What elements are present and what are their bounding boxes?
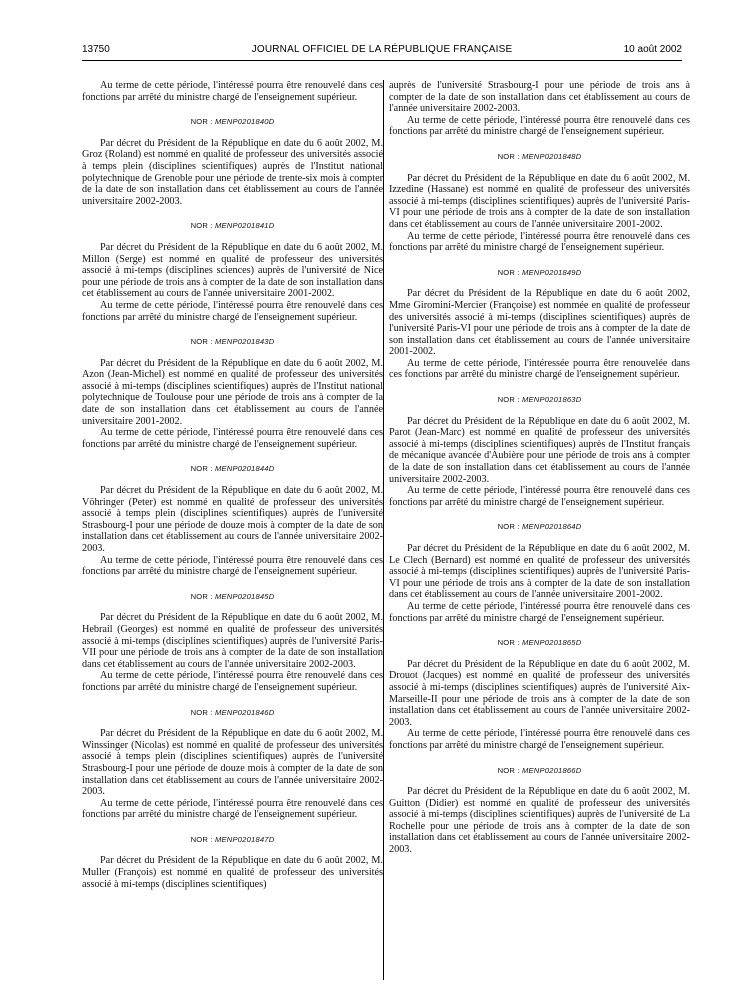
- nor-code: MENP0201841D: [215, 221, 275, 231]
- nor-code: MENP0201848D: [522, 151, 582, 161]
- decree-text: Par décret du Président de la République en date du 6 août 2002, M. Azon (Jean-Michel) est nommé en qualité de professeur des universités associé à mi-temps (disciplines scientifiques) auprès de l'Institut national polytechnique de Toulouse pour une période de trois ans à compter de la date de son installation dans cet établissement au cours de l'année universitaire 2001-2002.: [82, 357, 383, 427]
- decree-text: Par décret du Président de la République en date du 6 août 2002, Mme Giromini-Mercier (Françoise) est nommée en qualité de professeur des universités associé à mi-temps (disciplines scientifiques) auprès de l'université Paris-VI pour une période de trois ans à compter de la date de son installation dans cet établissement au cours de l'année universitaire 2001-2002.: [389, 288, 690, 358]
- nor-code: MENP0201865D: [522, 638, 582, 648]
- renewal-text: Au terme de cette période, l'intéressé pourra être renouvelé dans ces fonctions par arrêté du ministre chargé de l'enseignement supérieur.: [82, 670, 383, 693]
- decree-text: Par décret du Président de la République en date du 6 août 2002, M. Hebrail (Georges) est nommé en qualité de professeur des universités associé à mi-temps (disciplines scientifiques) auprès de l'université Paris-VII pour une période de trois ans à compter de la date de son installation dans cet établissement au cours de l'année universitaire 2002-2003.: [82, 612, 383, 670]
- nor-label: NOR :: [190, 591, 213, 601]
- decree-text: Par décret du Président de la République en date du 6 août 2002, M. Parot (Jean-Marc) est nommé en qualité de professeur des universités associé à mi-temps (disciplines scientifiques) auprès de l'Institut français de mécanique avancée d'Aubière pour une période de trois ans à compter de la date de son installation dans cet établissement au cours de l'année universitaire 2002-2003.: [389, 415, 690, 485]
- continued-text: auprès de l'université Strasbourg-I pour une période de trois ans à compter de la date de son installation dans cet établissement au cours de l'année universitaire 2002-2003.: [389, 80, 690, 115]
- nor-reference: [82, 707, 383, 719]
- renewal-text: Au terme de cette période, l'intéressée pourra être renouvelée dans ces fonctions par arrêté du ministre chargé de l'enseignement supérieur.: [389, 357, 690, 381]
- nor-label: NOR :: [190, 221, 213, 231]
- nor-reference: [82, 591, 383, 603]
- decree-text: Par décret du Président de la République en date du 6 août 2002, M. Le Clech (Bernard) est nommé en qualité de professeur des universités associé à mi-temps (disciplines scientifiques) auprès de l'université Paris-VI pour une période de trois ans à compter de la date de son installation dans cet établissement au cours de l'année universitaire 2001-2002.: [389, 543, 690, 601]
- nor-label: NOR :: [497, 765, 520, 775]
- page-header: [82, 44, 682, 58]
- page-number: 13750: [82, 44, 110, 55]
- nor-label: NOR :: [497, 395, 520, 405]
- renewal-text: Au terme de cette période, l'intéressé pourra être renouvelé dans ces fonctions par arrêté du ministre chargé de l'enseignement supérieur.: [82, 554, 383, 578]
- nor-reference: [389, 394, 690, 406]
- nor-reference: [389, 521, 690, 533]
- decree-text: Par décret du Président de la République en date du 6 août 2002, M. Guitton (Didier) est nommé en qualité de professeur des universités associé à mi-temps (disciplines scientifiques) auprès de l'université de La Rochelle pour une période de trois ans à compter de la date de son installation dans cet établissement au cours de l'année universitaire 2002-2003.: [389, 786, 690, 856]
- issue-date: 10 août 2002: [623, 44, 682, 55]
- decree-text: Par décret du Président de la République en date du 6 août 2002, M. Muller (François) est nommé en qualité de professeur des universités associé à mi-temps (disciplines scientifiques): [82, 855, 383, 890]
- nor-label: NOR :: [497, 522, 520, 532]
- nor-code: MENP0201847D: [215, 834, 275, 844]
- renewal-text: Au terme de cette période, l'intéressé pourra être renouvelé dans ces fonctions par arrêté du ministre chargé de l'enseignement supérieur.: [82, 797, 383, 821]
- nor-code: MENP0201845D: [215, 591, 275, 601]
- renewal-text: Au terme de cette période, l'intéressé pourra être renouvelé dans ces fonctions par arrêté du ministre chargé de l'enseignement supérieur.: [82, 299, 383, 323]
- nor-code: MENP0201866D: [522, 765, 582, 775]
- nor-reference: [82, 336, 383, 348]
- nor-label: NOR :: [190, 117, 213, 127]
- nor-reference: [389, 151, 690, 163]
- nor-reference: [82, 834, 383, 846]
- left-column: [82, 80, 383, 890]
- header-rule: [82, 60, 682, 61]
- nor-code: MENP0201863D: [522, 395, 582, 405]
- decree-text: Par décret du Président de la République en date du 6 août 2002, M. Vöhringer (Peter) est nommé en qualité de professeur des universités associé à temps plein (disciplines scientifiques) auprès de l'université Strasbourg-I pour une période de douze mois à compter de la date de son installation dans cet établissement au cours de l'année universitaire 2002-2003.: [82, 485, 383, 554]
- renewal-text: Au terme de cette période, l'intéressé pourra être renouvelé dans ces fonctions par arrêté du ministre chargé de l'enseignement supérieur.: [389, 600, 690, 624]
- renewal-text: Au terme de cette période, l'intéressé pourra être renouvelé dans ces fonctions par arrêté du ministre chargé de l'enseignement supérieur.: [389, 728, 690, 751]
- nor-reference: [82, 463, 383, 475]
- journal-title: JOURNAL OFFICIEL DE LA RÉPUBLIQUE FRANÇAISE: [251, 44, 513, 55]
- nor-reference: [82, 220, 383, 232]
- nor-reference: [389, 637, 690, 649]
- decree-text: Par décret du Président de la République en date du 6 août 2002, M. Izzedine (Hassane) est nommé en qualité de professeur des universités associé à mi-temps (disciplines scientifiques) auprès de l'université Paris-VI pour une période de trois ans à compter de la date de son installation dans cet établissement au cours de l'année universitaire 2001-2002.: [389, 172, 690, 230]
- nor-reference: [389, 765, 690, 777]
- decree-text: Par décret du Président de la République en date du 6 août 2002, M. Millon (Serge) est nommé en qualité de professeur des universités associé à mi-temps (disciplines sciences) auprès de l'université de Nice pour une période de trois ans à compter de la date de son installation dans cet établissement au cours de l'année universitaire 2001-2002.: [82, 241, 383, 300]
- nor-code: MENP0201849D: [522, 267, 582, 277]
- nor-label: NOR :: [497, 267, 520, 277]
- nor-label: NOR :: [190, 464, 213, 474]
- nor-code: MENP0201840D: [215, 117, 275, 127]
- nor-label: NOR :: [497, 638, 520, 648]
- nor-code: MENP0201846D: [215, 707, 275, 717]
- nor-code: MENP0201843D: [215, 337, 275, 347]
- right-column: [389, 80, 690, 856]
- decree-text: Par décret du Président de la République en date du 6 août 2002, M. Groz (Roland) est nommé en qualité de professeur des universités associé à temps plein (disciplines scientifiques) auprès de l'Institut national polytechnique de Grenoble pour une période de trente-six mois à compter de la date de son installation dans cet établissement au cours de l'année universitaire 2002-2003.: [82, 137, 383, 207]
- renewal-text: Au terme de cette période, l'intéressé pourra être renouvelé dans ces fonctions par arrêté du ministre chargé de l'enseignement supérieur.: [389, 230, 690, 254]
- nor-code: MENP0201844D: [215, 464, 275, 474]
- nor-code: MENP0201864D: [522, 522, 582, 532]
- nor-label: NOR :: [190, 707, 213, 717]
- nor-label: NOR :: [190, 337, 213, 347]
- nor-reference: [389, 267, 690, 279]
- column-divider: [383, 80, 384, 980]
- nor-label: NOR :: [190, 834, 213, 844]
- decree-text: Par décret du Président de la République en date du 6 août 2002, M. Drouot (Jacques) est nommé en qualité de professeur des universités associé à mi-temps (disciplines scientifiques) auprès de l'université Aix-Marseille-II pour une période de trois ans à compter de la date de son installation dans cet établissement au cours de l'année universitaire 2002-2003.: [389, 658, 690, 728]
- nor-label: NOR :: [497, 151, 520, 161]
- renewal-text: Au terme de cette période, l'intéressé pourra être renouvelé dans ces fonctions par arrêté du ministre chargé de l'enseignement supérieur.: [389, 485, 690, 508]
- left-intro: Au terme de cette période, l'intéressé pourra être renouvelé dans ces fonctions par arrêté du ministre chargé de l'enseignement supérieur.: [82, 80, 383, 103]
- nor-reference: [82, 116, 383, 128]
- decree-text: Par décret du Président de la République en date du 6 août 2002, M. Winssinger (Nicolas) est nommé en qualité de professeur des universités associé à temps plein (disciplines scientifiques) auprès de l'université Strasbourg-I pour une période de douze mois à compter de la date de son installation dans cet établissement au cours de l'année universitaire 2002-2003.: [82, 728, 383, 798]
- renewal-text: Au terme de cette période, l'intéressé pourra être renouvelé dans ces fonctions par arrêté du ministre chargé de l'enseignement supérieur.: [82, 427, 383, 450]
- renewal-text: Au terme de cette période, l'intéressé pourra être renouvelé dans ces fonctions par arrêté du ministre chargé de l'enseignement supérieur.: [389, 114, 690, 138]
